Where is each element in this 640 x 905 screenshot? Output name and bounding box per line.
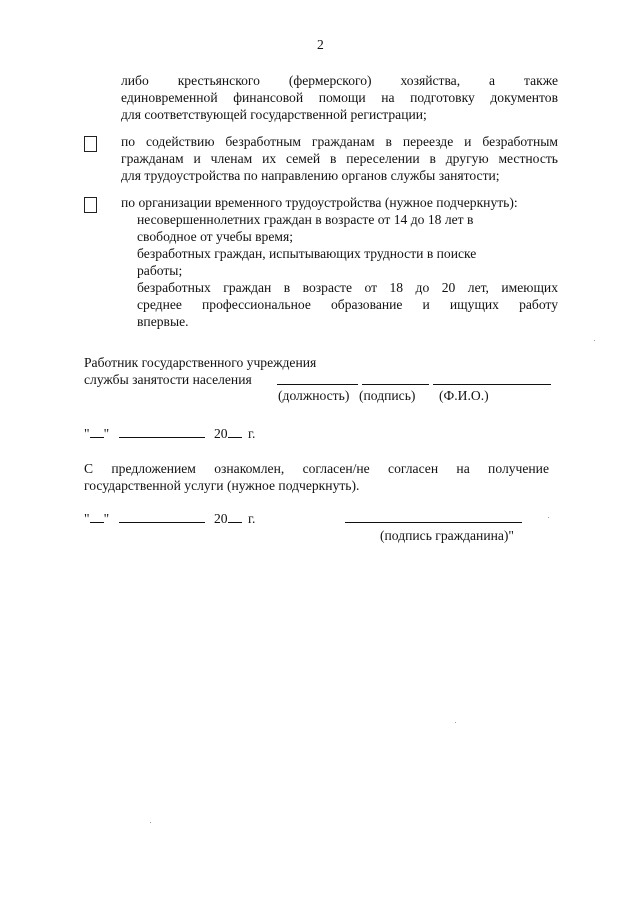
scan-speck [150,822,151,823]
date-line: " " 20 г. [84,511,256,526]
option-checkbox[interactable] [84,136,97,152]
list-line: безработных граждан в возрасте от 18 до 20 лет, имеющих [137,280,558,295]
scan-speck [548,517,549,518]
day-blank[interactable] [90,510,104,523]
worker-title-line: Работник государственного учреждения [84,355,317,370]
option-checkbox[interactable] [84,197,97,213]
citizen-signature-caption: (подпись гражданина)" [380,528,514,543]
date-line: " " 20 г. [84,426,256,441]
year-blank[interactable] [228,425,242,438]
citizen-signature-blank[interactable] [345,522,522,523]
worker-title-line: службы занятости населения [84,372,252,387]
paragraph-line: либо крестьянского (фермерского) хозяйства, а также [121,73,558,88]
caption-fio: (Ф.И.О.) [439,388,489,403]
page-number: 2 [317,37,324,52]
list-line: среднее профессиональное образование и ищущих работу [137,297,558,312]
paragraph-line: для трудоустройства по направлению органов службы занятости; [121,168,500,183]
caption-position: (должность) [278,388,350,403]
consent-line: С предложением ознакомлен, согласен/не согласен на получение [84,461,549,476]
paragraph-line: единовременной финансовой помощи на подготовку документов [121,90,558,105]
position-blank[interactable] [277,384,358,385]
year-blank[interactable] [228,510,242,523]
paragraph-line: гражданам и членам их семей в переселении в другую местность [121,151,558,166]
list-line: впервые. [137,314,189,329]
scan-speck [455,722,456,723]
month-blank[interactable] [119,425,205,438]
consent-line: государственной услуги (нужное подчеркнуть). [84,478,360,493]
signature-blank[interactable] [362,384,429,385]
scan-speck [594,340,595,341]
list-line: безработных граждан, испытывающих трудности в поиске [137,246,477,261]
paragraph-line: по содействию безработным гражданам в переезде и безработным [121,134,558,149]
fio-blank[interactable] [433,384,551,385]
caption-signature: (подпись) [359,388,416,403]
day-blank[interactable] [90,425,104,438]
paragraph-line: для соответствующей государственной регистрации; [121,107,427,122]
list-line: несовершеннолетних граждан в возрасте от 14 до 18 лет в [137,212,474,227]
list-line: работы; [137,263,183,278]
month-blank[interactable] [119,510,205,523]
list-line: свободное от учебы время; [137,229,294,244]
paragraph-line: по организации временного трудоустройства (нужное подчеркнуть): [121,195,518,210]
